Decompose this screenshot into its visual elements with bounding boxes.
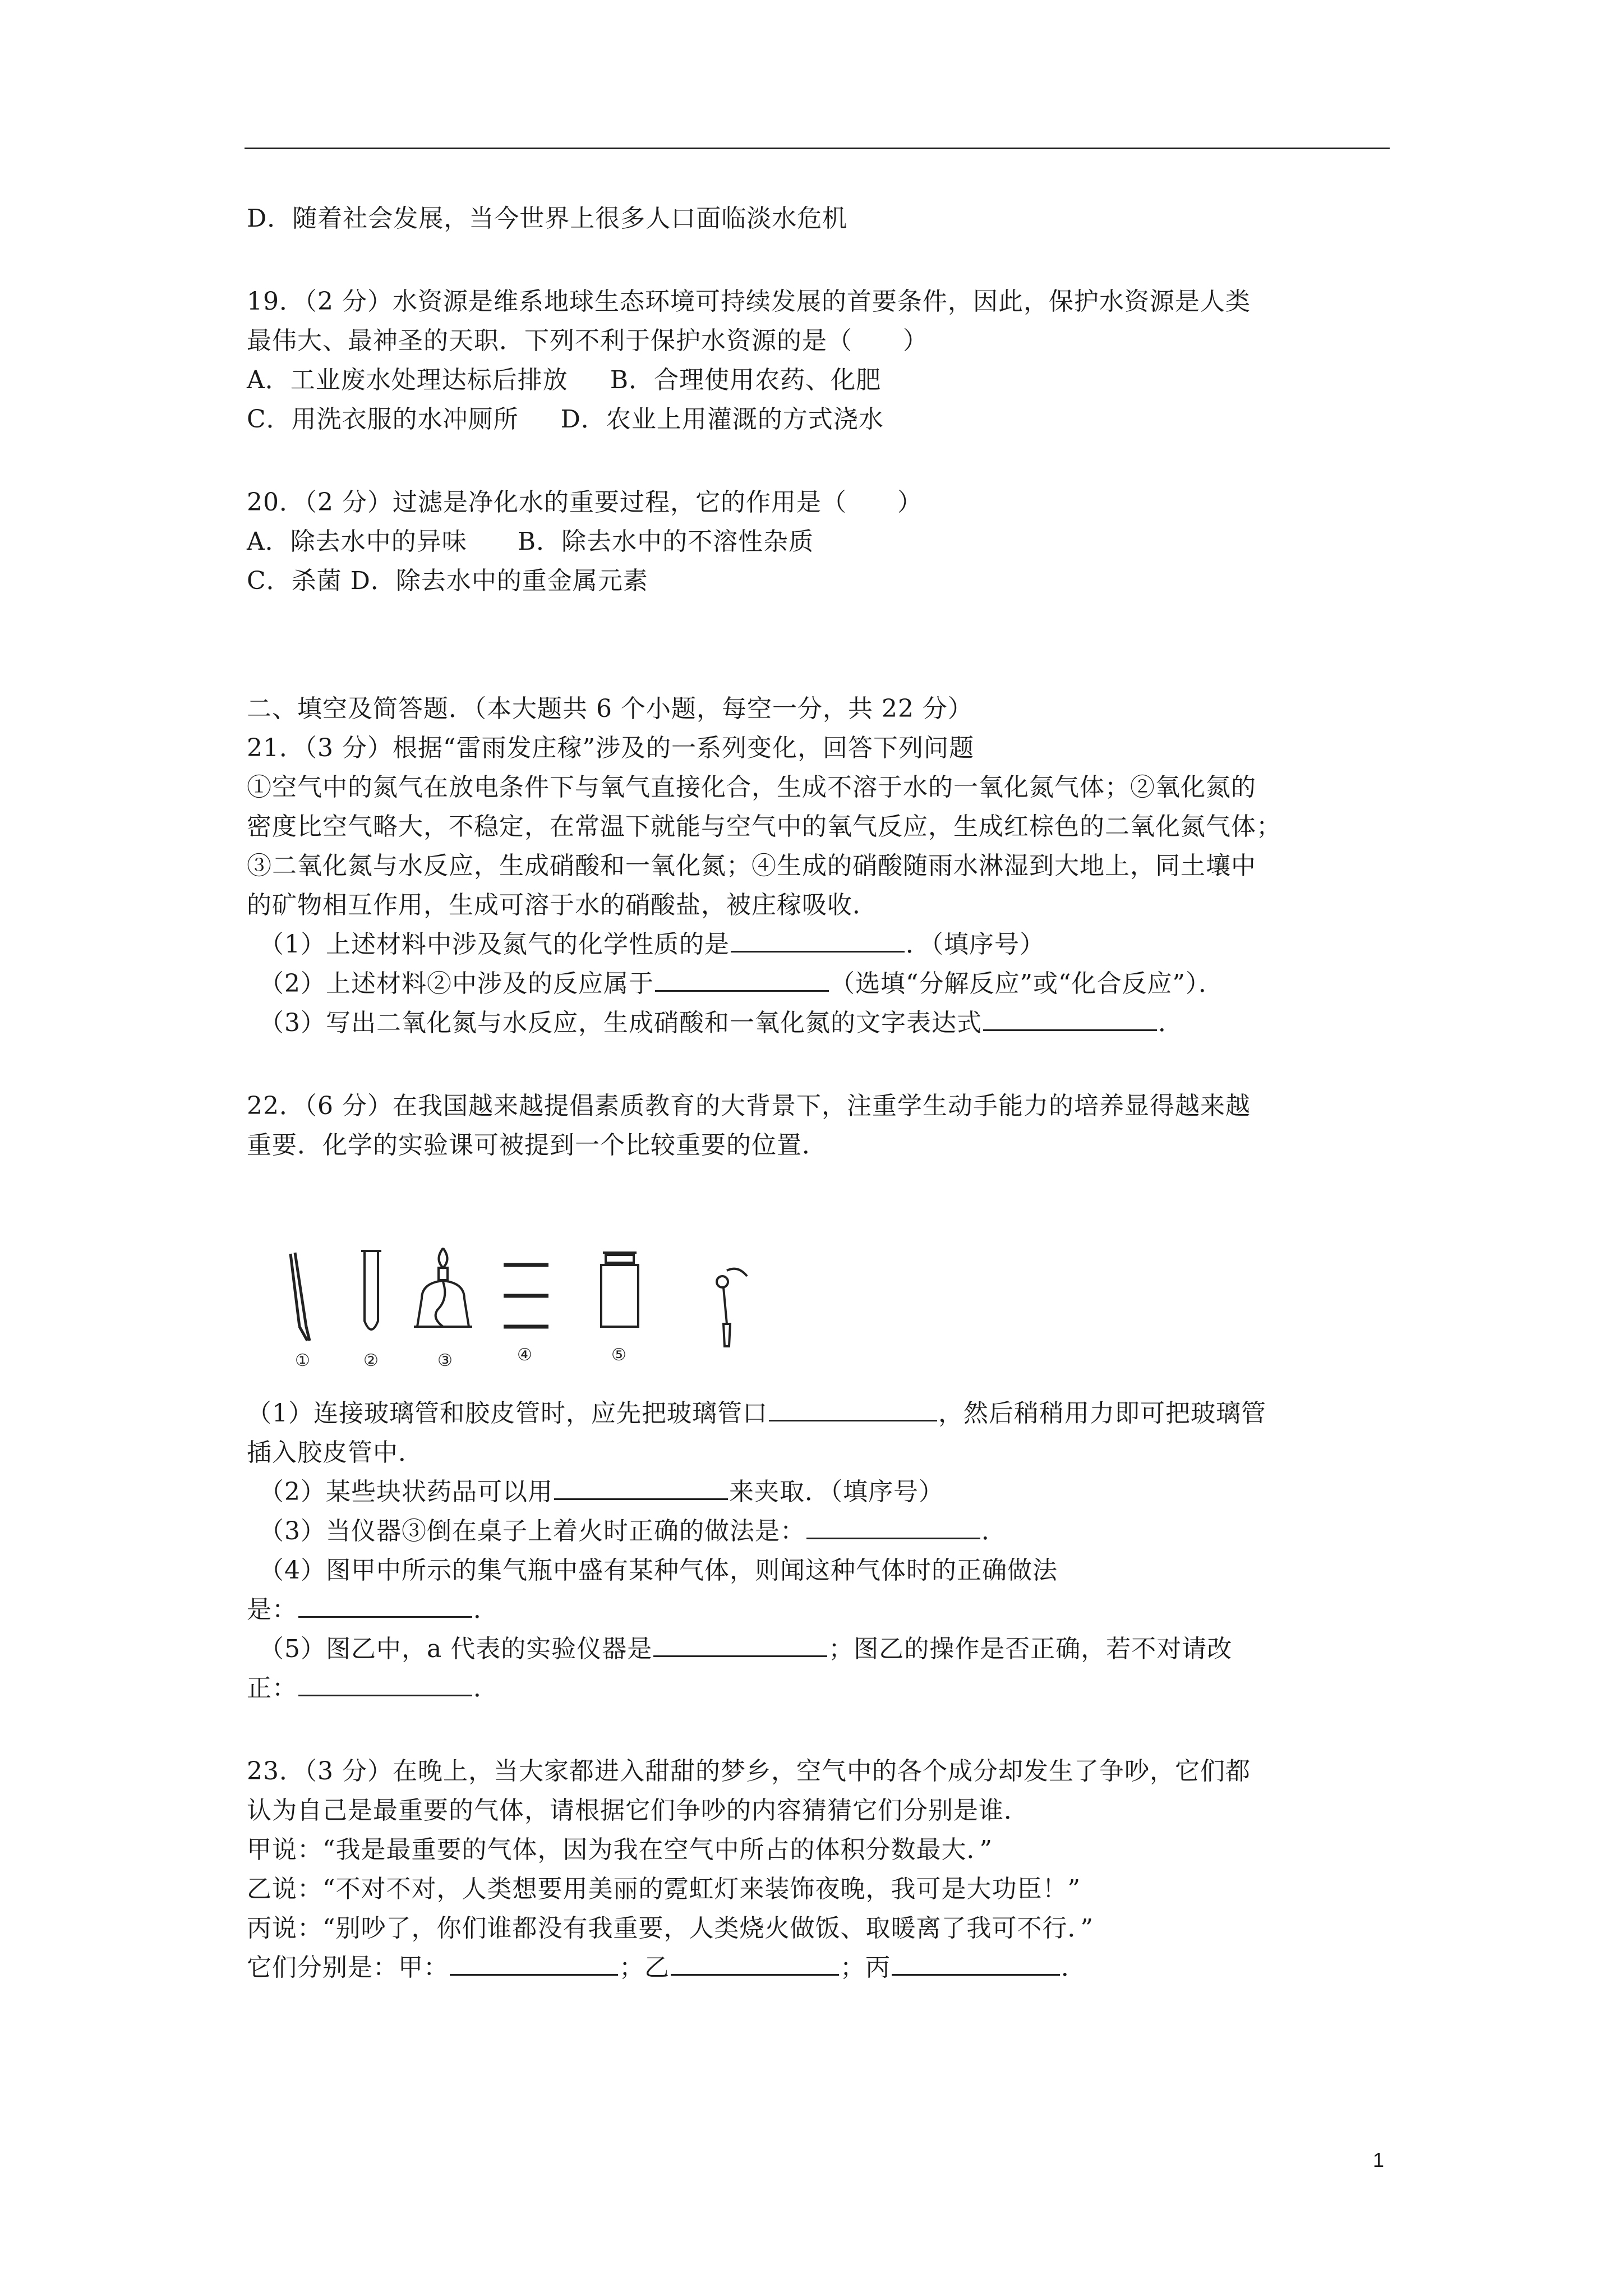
figure-label-3: ③ — [437, 1351, 453, 1370]
q23-answers: 它们分别是：甲： ；乙 ；丙 ． — [247, 1951, 1086, 1985]
answer-blank[interactable] — [450, 1952, 618, 1976]
alcohol-lamp-icon — [414, 1248, 472, 1327]
figure-label-4: ④ — [517, 1345, 532, 1365]
figure-label-2: ② — [363, 1351, 379, 1370]
q21-part-1: （1）上述材料中涉及氮气的化学性质的是 ．（填序号） — [259, 928, 1045, 961]
q21-material-line-3: ③二氧化氮与水反应，生成硝酸和一氧化氮；④生成的硝酸随雨水淋湿到大地上，同土壤中 — [247, 852, 1256, 880]
section-2-heading: 二、填空及简答题．（本大题共 6 个小题，每空一分，共 22 分） — [247, 694, 973, 723]
q22-part-3: （3）当仪器③倒在桌子上着火时正确的做法是： ． — [259, 1515, 1007, 1548]
q23-stem-line-2: 认为自己是最重要的气体，请根据它们争吵的内容猜猜它们分别是谁． — [247, 1796, 1029, 1825]
q22-part-2: （2）某些块状药品可以用 来夹取．（填序号） — [259, 1475, 944, 1509]
answer-blank[interactable] — [731, 928, 905, 953]
lab-instruments-figure — [275, 1243, 808, 1374]
answer-blank[interactable] — [298, 1672, 472, 1696]
q19-options-cd: C．用洗衣服的水冲厕所 D．农业上用灌溉的方式浇水 — [247, 405, 884, 434]
answer-blank[interactable] — [653, 1633, 827, 1657]
answer-blank[interactable] — [655, 968, 829, 992]
crucible-tongs-icon — [504, 1265, 548, 1327]
q21-material-line-1: ①空气中的氮气在放电条件下与氧气直接化合，生成不溶于水的一氧化氮气体；②氧化氮的 — [247, 773, 1256, 802]
q21-material-line-2: 密度比空气略大，不稳定，在常温下就能与空气中的氧气反应，生成红棕色的二氧化氮气体； — [247, 812, 1281, 841]
q23-stem-line-1: 23．（3 分）在晚上，当大家都进入甜甜的梦乡，空气中的各个成分却发生了争吵，它们都 — [247, 1757, 1251, 1786]
answer-blank[interactable] — [769, 1397, 937, 1421]
answer-blank[interactable] — [983, 1007, 1157, 1031]
q21-material-line-4: 的矿物相互作用，生成可溶于水的硝酸盐，被庄稼吸收． — [247, 891, 878, 919]
q23-jia-statement: 甲说：“我是最重要的气体，因为我在空气中所占的体积分数最大．” — [247, 1835, 993, 1864]
answer-blank[interactable] — [806, 1515, 980, 1539]
q19-stem-line-2: 最伟大、最神圣的天职．下列不利于保护水资源的是（ ） — [247, 326, 928, 355]
page-number: 1 — [1373, 2148, 1385, 2171]
gas-jar-icon — [601, 1253, 638, 1327]
figure-label-5: ⑤ — [611, 1345, 626, 1365]
header-rule — [245, 148, 1390, 149]
q19-options-ab: A．工业废水处理达标后排放 B．合理使用农药、化肥 — [247, 366, 882, 394]
answer-blank[interactable] — [671, 1952, 839, 1976]
q22-part-4-cont: 是： ． — [247, 1593, 499, 1627]
q18-option-d: D．随着社会发展，当今世界上很多人口面临淡水危机 — [247, 204, 848, 233]
test-tube-icon — [361, 1251, 381, 1329]
tweezers-icon — [291, 1253, 310, 1341]
q21-part-3: （3）写出二氧化氮与水反应，生成硝酸和一氧化氮的文字表达式 ． — [259, 1006, 1183, 1040]
q22-part-1-cont: 插入胶皮管中． — [247, 1438, 423, 1467]
q22-part-5: （5）图乙中，a 代表的实验仪器是 ；图乙的操作是否正确，若不对请改 — [259, 1632, 1232, 1666]
q21-stem: 21．（3 分）根据“雷雨发庄稼”涉及的一系列变化，回答下列问题 — [247, 734, 974, 762]
answer-blank[interactable] — [298, 1594, 472, 1618]
q22-stem-line-1: 22．（6 分）在我国越来越提倡素质教育的大背景下，注重学生动手能力的培养显得越来越 — [247, 1092, 1251, 1120]
answer-blank[interactable] — [554, 1476, 728, 1500]
q19-stem-line-1: 19．（2 分）水资源是维系地球生态环境可持续发展的首要条件，因此，保护水资源是人类 — [247, 287, 1251, 316]
figure-label-1: ① — [295, 1351, 310, 1370]
q22-part-5-cont: 正： ． — [247, 1672, 499, 1705]
q20-options-ab: A．除去水中的异味 B．除去水中的不溶性杂质 — [247, 527, 814, 556]
q20-stem: 20．（2 分）过滤是净化水的重要过程，它的作用是（ ） — [247, 488, 923, 517]
q23-bing-statement: 丙说：“别吵了，你们谁都没有我重要，人类烧火做饭、取暖离了我可不行．” — [247, 1914, 1094, 1943]
dropper-icon — [717, 1269, 747, 1346]
q22-part-1: （1）连接玻璃管和胶皮管时，应先把玻璃管口 ，然后稍稍用力即可把玻璃管 — [247, 1397, 1266, 1430]
q23-yi-statement: 乙说：“不对不对，人类想要用美丽的霓虹灯来装饰夜晚，我可是大功臣！” — [247, 1875, 1081, 1903]
q22-stem-line-2: 重要．化学的实验课可被提到一个比较重要的位置． — [247, 1131, 827, 1159]
q22-part-4: （4）图甲中所示的集气瓶中盛有某种气体，则闻这种气体时的正确做法 — [259, 1556, 1058, 1585]
q20-options-cd: C．杀菌 D．除去水中的重金属元素 — [247, 567, 648, 595]
answer-blank[interactable] — [892, 1952, 1060, 1976]
q21-part-2: （2）上述材料②中涉及的反应属于 （选填“分解反应”或“化合反应”）． — [259, 967, 1224, 1001]
